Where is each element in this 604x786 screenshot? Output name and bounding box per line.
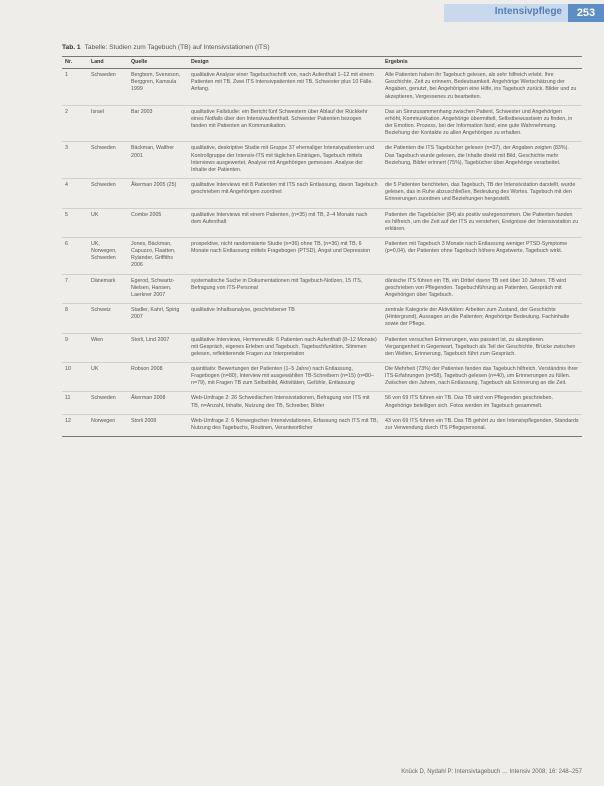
- table-caption-label: Tab. 1: [62, 44, 81, 51]
- cell-quelle: Combe 2005: [128, 208, 188, 237]
- cell-ergebnis: Patienten mit Tagebuch 3 Monate nach Entlassung weniger PTSD-Symptome (p=0,04), der Patienten ohne Tagebuch höhere Angstwerte, Tagebuch wirkt.: [382, 237, 582, 274]
- cell-land: Schweden: [88, 69, 128, 106]
- cell-quelle: Jones, Bäckman, Capuzzo, Flaatten, Rylander, Griffiths 2006: [128, 237, 188, 274]
- cell-nr: 9: [62, 333, 88, 362]
- cell-design: qualitative Interviews mit 8 Patienten mit ITS nach Entlassung, davon Tagebuch geschrieben mit Angehörigen zuordnet: [188, 179, 382, 208]
- cell-nr: 11: [62, 392, 88, 414]
- table-header-row: [62, 57, 582, 69]
- cell-land: Wien: [88, 333, 128, 362]
- cell-nr: 4: [62, 179, 88, 208]
- cell-ergebnis: Patienten versuchen Erinnerungen, was passiert ist, zu akzeptieren. Vergangenheit in Gegenwart, Tagebuch als Teil der Geschichte, Brücke zwischen den Welten, Erinnerung, Tagebuch führt zum Gespräch.: [382, 333, 582, 362]
- cell-nr: 3: [62, 142, 88, 179]
- table-row: [62, 414, 582, 436]
- cell-ergebnis: die 5 Patienten berichteten, das Tagebuch, TB der Intensivstation darstellt, wurde gelesen, das in Ruhe abzuschließen, Bedeutung des Wortes. Tagebuch mit den Erinnerungen zuordnen und Beziehungen hergestellt.: [382, 179, 582, 208]
- table-row: [62, 69, 582, 106]
- table-header: [62, 57, 582, 69]
- cell-land: Schweden: [88, 142, 128, 179]
- column-header-design: Design: [188, 57, 382, 69]
- table-row: [62, 274, 582, 303]
- cell-quelle: Storli 2008: [128, 414, 188, 436]
- cell-quelle: Bar 2003: [128, 105, 188, 142]
- cell-design: qualitative Interviews mit einem Patienten, (n=35) mit TB, 2–4 Monate nach dem Aufenthalt: [188, 208, 382, 237]
- cell-ergebnis: dänische ITS führen ein TB, ein Drittel davon TB seit über 10 Jahren, TB wird geschrieben von Pflegenden. Tagebuchführung an Patienten, Gespräch mit Angehörigen über Tagebuch.: [382, 274, 582, 303]
- cell-design: systematische Suche in Dokumentationen mit Tagebuch-Notizen, 15 ITS, Befragung von ITS-Personal: [188, 274, 382, 303]
- cell-design: qualitative Fallstudie: ein Bericht fünf Schwestern über Ablauf der Rückkehr eines Notfalls über den Intensivaufenthalt. Schwester Patienten bezogen fanden mit Patienten an Kommunikation.: [188, 105, 382, 142]
- cell-land: Schweden: [88, 392, 128, 414]
- cell-ergebnis: Patienten die Tagebücher (84) als positiv wahrgenommen. Die Patienten fanden es hilfreich, um die Zeit auf der ITS zu verstehen, Ereignisse der Intensivstation zu erklären.: [382, 208, 582, 237]
- cell-quelle: Egerod, Schwartz-Nielsen, Hansen, Laerkner 2007: [128, 274, 188, 303]
- table-row: [62, 333, 582, 362]
- cell-quelle: Åkerman 2005 (25): [128, 179, 188, 208]
- studies-table: [62, 56, 582, 437]
- cell-quelle: Storli, Lind 2007: [128, 333, 188, 362]
- cell-ergebnis: Alle Patienten haben ihr Tagebuch gelesen, als sehr hilfreich erlebt. Ihre Geschichte, Zeit zu erinnern, Bedeutsamkeit. Angehörige Wertschätzung der Angaben, genutzt, bei Angehörigen eine Hilfe, ins Tagebuch zurück. Bilder und zu akzeptieren, Vergessenes zu bearbeiten.: [382, 69, 582, 106]
- cell-nr: 2: [62, 105, 88, 142]
- cell-land: UK: [88, 208, 128, 237]
- cell-design: Web-Umfrage 2: 26 Schwedischen Intensivstationen, Befragung von ITS mit TB, n=Anzahl, Inhalte, Nutzung des TB, Schreiber, Bilder: [188, 392, 382, 414]
- cell-nr: 12: [62, 414, 88, 436]
- column-header-land: Land: [88, 57, 128, 69]
- cell-nr: 1: [62, 69, 88, 106]
- cell-quelle: Stadler, Kahrl, Spirig 2007: [128, 304, 188, 333]
- cell-ergebnis: zentrale Kategorie der Aktivitäten: Arbeiten zum Zustand, der Geschichte (Hintergrund), Aussagen an die Patienten; Angehörige Bedeutung. Fachinhalte sowie der Pflege.: [382, 304, 582, 333]
- cell-land: Schweiz: [88, 304, 128, 333]
- table-caption-text: Tabelle: Studien zum Tagebuch (TB) auf Intensivstationen (ITS): [84, 44, 270, 51]
- cell-quelle: Robson 2008: [128, 363, 188, 392]
- cell-ergebnis: 56 von 69 ITS führen ein TB. Das TB wird von Pflegenden geschrieben. Angehörige beteiligen sich. Fotos werden im Tagebuch gesammelt.: [382, 392, 582, 414]
- column-header-ergebnis: Ergebnis: [382, 57, 582, 69]
- cell-nr: 7: [62, 274, 88, 303]
- cell-nr: 8: [62, 304, 88, 333]
- cell-design: quantitativ: Bewertungen der Patienten (1–5 Jahre) nach Entlassung, Fragebogen (n=80), Interview mit ausgewählten TB-Schreibern (n=15) (n=80–n=79), mit Fragen TB zum Selbstbild, Aktivitäten, Gefühle, Entlassung: [188, 363, 382, 392]
- cell-ergebnis: die Patienten die ITS Tagebücher gelesen (n=37), der Angaben zeigten (83%). Das Tagebuch wurde gelesen, die Inhalte direkt mit Bild, Geschichte mehr Beziehung, Bilder erinnert (75%), Tagebücher über Angehörige verarbeitet.: [382, 142, 582, 179]
- table-row: [62, 304, 582, 333]
- cell-quelle: Bäckman, Walther 2001: [128, 142, 188, 179]
- page-number: 253: [568, 4, 604, 22]
- cell-design: qualitative Analyse einer Tagebuchschrift von, nach Aufenthalt 1–12 mit einem Patienten mit TB. Zwei ITS Intensivpatienten mit TB, Schwester plus 10 Fälle. Anfang.: [188, 69, 382, 106]
- table-row: [62, 208, 582, 237]
- cell-nr: 10: [62, 363, 88, 392]
- table-row: [62, 363, 582, 392]
- section-title: Intensivpflege: [494, 6, 562, 17]
- cell-land: UK: [88, 363, 128, 392]
- column-header-nr: Nr.: [62, 57, 88, 69]
- page-footer-citation: Knück D, Nydahl P: Intensivtagebuch … Intensiv 2008; 16: 248–257: [401, 769, 582, 775]
- table-caption: [62, 44, 270, 51]
- table-row: [62, 105, 582, 142]
- cell-design: Web-Umfrage 2: 6 Norwegischen Intensivstationen, Erfassung nach ITS mit TB, Nutzung des Tagebuchs, Routinen, Verantwortlicher: [188, 414, 382, 436]
- cell-land: Schweden: [88, 179, 128, 208]
- cell-ergebnis: Die Mehrheit (73%) der Patienten fanden das Tagebuch hilfreich, Verständnis ihrer ITS-Erfahrungen (n=58), Tagebuch gelesen (n=40), um Erinnerungen zu füllen. Zwischen den Jahren, nach Entlassung, Tagebuch als Erinnerung an die Zeit.: [382, 363, 582, 392]
- cell-design: qualitative Inhaltsanalyse, geschriebener TB: [188, 304, 382, 333]
- table-row: [62, 392, 582, 414]
- table-row: [62, 179, 582, 208]
- column-header-quelle: Quelle: [128, 57, 188, 69]
- cell-quelle: Bergbom, Svensson, Berggren, Kamsula 1999: [128, 69, 188, 106]
- cell-design: qualitative, deskriptive Studie mit Gruppe 37 ehemaliger Intensivpatienten und Kontrollgruppe der Intensiv-ITS mit täglichen Einträgen, Tagebuch mittels Interviews ausgewertet, Analyse mit Angehörigen gemessen. Analyse der Inhalte der Patienten.: [188, 142, 382, 179]
- table-row: [62, 142, 582, 179]
- cell-quelle: Åkerman 2008: [128, 392, 188, 414]
- cell-nr: 6: [62, 237, 88, 274]
- cell-ergebnis: Das an Sinnzusammenhang zwischen Patient, Schwester und Angehörigen erhöht, Kommunikation. Angehörige übermittelt, Selbstbewusstsein zu finden, in der Emotion. Prozess, bei der Information fand, eine gute Wahrnehmung. Beziehung der Kontakte zu allen Angehörigen zu erhalten.: [382, 105, 582, 142]
- cell-design: prospektive, nicht randomisierte Studie (n=36) ohne TB, (n=36) mit TB, 6 Monate nach Entlassung mittels Fragebogen (PTSD), Angst und Depression: [188, 237, 382, 274]
- table-row: [62, 237, 582, 274]
- page-header-bar: [444, 4, 604, 22]
- cell-ergebnis: 43 von 69 ITS führen ein TB. Das TB gehört zu den Intensivpflegenden, Standards zur Verwendung durch ITS Pflegepersonal.: [382, 414, 582, 436]
- cell-land: UK, Norwegen, Schweden: [88, 237, 128, 274]
- cell-design: qualitative Interviews, Hermeneutik: 6 Patienten nach Aufenthalt (8–12 Monate) mit Gespräch, eigenes Erleben und Tagebuch, Tagebuchfunktion, Stimmen gelesen, reflektierende Fragen zur Interpretation: [188, 333, 382, 362]
- cell-land: Israel: [88, 105, 128, 142]
- cell-land: Dänemark: [88, 274, 128, 303]
- cell-nr: 5: [62, 208, 88, 237]
- cell-land: Norwegen: [88, 414, 128, 436]
